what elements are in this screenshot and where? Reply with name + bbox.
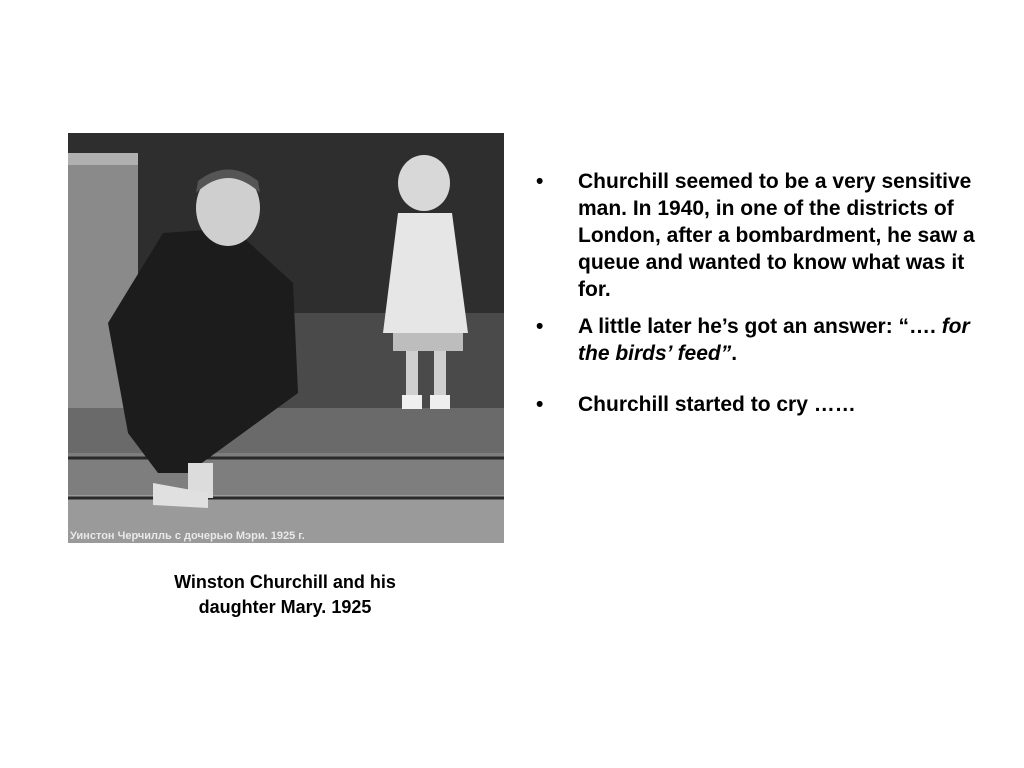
churchill-photo [68, 133, 504, 543]
bullet-list [536, 168, 976, 428]
photo-image [68, 133, 504, 543]
bullet-text-2-end: . [731, 342, 738, 365]
bullet-marker: • [536, 393, 544, 416]
bullet-item-1 [536, 168, 976, 303]
bullet-text-2-italic: for the birds’ feed” [578, 315, 970, 365]
photo-caption [120, 570, 450, 620]
bullet-item-2 [536, 313, 976, 367]
bullet-item-3 [536, 391, 976, 418]
bullet-marker: • [536, 315, 544, 338]
photo-caption-line-1: Winston Churchill and his [174, 572, 396, 592]
bullet-text-2: A little later he’s got an answer: “…. [578, 315, 942, 338]
photo-caption-line-2: daughter Mary. 1925 [198, 597, 372, 617]
bullet-text-1: Churchill seemed to be a very sensitive man. In 1940, in one of the districts of London, after a bombardment, he saw a queue and wanted to know what was it for. [578, 170, 975, 301]
bullet-text-3: Churchill started to cry …… [578, 393, 856, 416]
bullet-marker: • [536, 170, 544, 193]
photo-overlay-caption: Уинстон Черчилль с дочерью Мэри. 1925 г. [70, 530, 305, 542]
